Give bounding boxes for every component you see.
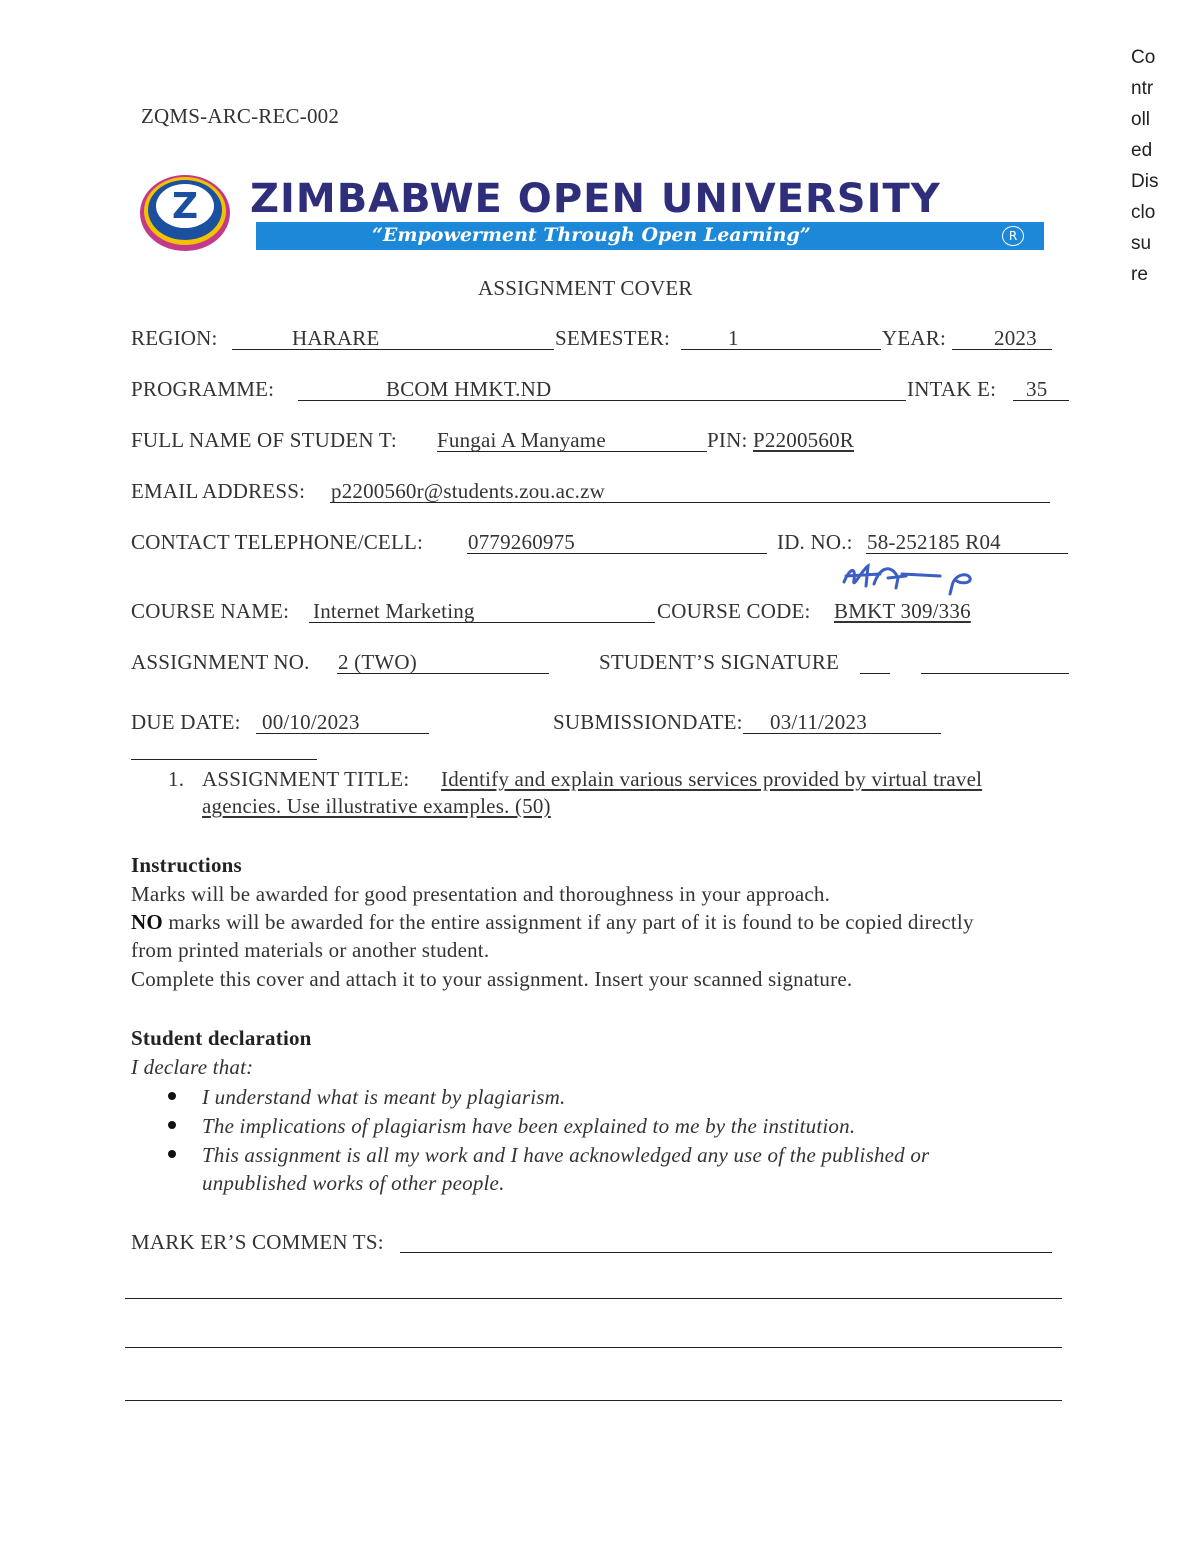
intake-label: INTAK E: bbox=[907, 377, 997, 401]
email-label: EMAIL ADDRESS: bbox=[131, 479, 306, 503]
assignment-title-line1: Identify and explain various services provided by virtual travel bbox=[441, 767, 983, 791]
sidebar-line: ed bbox=[1131, 140, 1153, 161]
assignment-title-line2: agencies. Use illustrative examples. (50) bbox=[202, 794, 551, 818]
tagline-banner bbox=[256, 222, 1044, 250]
assignment-no-label: ASSIGNMENT NO. bbox=[131, 650, 310, 674]
programme-label: PROGRAMME: bbox=[131, 377, 275, 401]
semester-field-line bbox=[681, 349, 881, 350]
sidebar-line: clo bbox=[1131, 202, 1156, 223]
region-field-line bbox=[232, 349, 554, 350]
sidebar-line: re bbox=[1131, 264, 1148, 285]
university-name: ZIMBABWE OPEN UNIVERSITY bbox=[250, 176, 941, 222]
controlled-disclosure-label bbox=[1131, 42, 1191, 290]
pin-value: P2200560R bbox=[753, 428, 854, 452]
signature-field-line bbox=[860, 673, 890, 674]
course-code-value: BMKT 309/336 bbox=[834, 599, 971, 623]
tagline: “Empowerment Through Open Learning” bbox=[372, 224, 811, 246]
assignment-no-value: 2 (TWO) bbox=[338, 650, 417, 674]
svg-text:Z: Z bbox=[171, 186, 199, 227]
instructions-no-emphasis: NO bbox=[131, 910, 163, 934]
sidebar-line: Dis bbox=[1131, 171, 1159, 192]
declaration-item: I understand what is meant by plagiarism. bbox=[202, 1085, 566, 1109]
fullname-label: FULL NAME OF STUDEN T: bbox=[131, 428, 397, 452]
page-title: ASSIGNMENT COVER bbox=[478, 276, 693, 300]
comment-line bbox=[400, 1252, 1052, 1253]
separator-line bbox=[131, 759, 317, 760]
assignment-title-label: ASSIGNMENT TITLE: bbox=[202, 767, 410, 791]
submission-date-value: 03/11/2023 bbox=[770, 710, 867, 734]
instructions-line: from printed materials or another student. bbox=[131, 938, 490, 962]
registered-mark-icon: R bbox=[1002, 226, 1024, 246]
declaration-item: This assignment is all my work and I have acknowledged any use of the published or bbox=[202, 1143, 930, 1167]
submission-date-label: SUBMISSIONDATE: bbox=[553, 710, 743, 734]
course-name-value: Internet Marketing bbox=[313, 599, 475, 623]
comment-line bbox=[125, 1347, 1062, 1348]
instructions-line: Marks will be awarded for good presentation and thoroughness in your approach. bbox=[131, 882, 831, 906]
contact-label: CONTACT TELEPHONE/CELL: bbox=[131, 530, 424, 554]
intake-value: 35 bbox=[1026, 377, 1048, 401]
id-value: 58-252185 R04 bbox=[867, 530, 1001, 554]
due-date-value: 00/10/2023 bbox=[262, 710, 360, 734]
programme-value: BCOM HMKT.ND bbox=[386, 377, 552, 401]
comment-line bbox=[125, 1298, 1062, 1299]
bullet-icon bbox=[168, 1121, 176, 1129]
document-code: ZQMS-ARC-REC-002 bbox=[141, 104, 340, 128]
semester-value: 1 bbox=[728, 326, 739, 350]
markers-comments-label: MARK ER’S COMMEN TS: bbox=[131, 1230, 384, 1254]
signature-field-line-2 bbox=[921, 673, 1069, 674]
email-value: p2200560r@students.zou.ac.zw bbox=[331, 479, 605, 503]
due-date-label: DUE DATE: bbox=[131, 710, 241, 734]
pin-label: PIN: bbox=[707, 428, 748, 452]
semester-label: SEMESTER: bbox=[555, 326, 670, 350]
course-name-label: COURSE NAME: bbox=[131, 599, 290, 623]
contact-value: 0779260975 bbox=[468, 530, 575, 554]
declaration-intro: I declare that: bbox=[131, 1055, 254, 1079]
comment-line bbox=[125, 1400, 1062, 1401]
logo-emblem-icon bbox=[140, 172, 232, 252]
sidebar-line: su bbox=[1131, 233, 1152, 254]
declaration-item: The implications of plagiarism have been explained to me by the institution. bbox=[202, 1114, 856, 1138]
declaration-heading: Student declaration bbox=[131, 1026, 312, 1050]
signature-label: STUDENT’S SIGNATURE bbox=[599, 650, 840, 674]
instructions-heading: Instructions bbox=[131, 853, 242, 877]
bullet-icon bbox=[168, 1150, 176, 1158]
sidebar-line: Co bbox=[1131, 47, 1156, 68]
sidebar-line: oll bbox=[1131, 109, 1151, 130]
handwritten-signature bbox=[840, 560, 990, 596]
sidebar-line: ntr bbox=[1131, 78, 1154, 99]
region-label: REGION: bbox=[131, 326, 218, 350]
instructions-line bbox=[131, 910, 974, 935]
declaration-item-continued: unpublished works of other people. bbox=[202, 1171, 505, 1195]
id-label: ID. NO.: bbox=[777, 530, 853, 554]
year-value: 2023 bbox=[994, 326, 1037, 350]
region-value: HARARE bbox=[292, 326, 380, 350]
year-label: YEAR: bbox=[882, 326, 946, 350]
signature-scribble-icon bbox=[840, 560, 990, 596]
bullet-icon bbox=[168, 1092, 176, 1100]
instructions-line-rest: marks will be awarded for the entire assignment if any part of it is found to be copied directly bbox=[162, 910, 974, 934]
instructions-line: Complete this cover and attach it to your assignment. Insert your scanned signature. bbox=[131, 967, 853, 991]
university-logo bbox=[140, 172, 232, 252]
course-code-label: COURSE CODE: bbox=[657, 599, 811, 623]
assignment-title-number: 1. bbox=[168, 767, 185, 791]
fullname-value: Fungai A Manyame bbox=[437, 428, 606, 452]
